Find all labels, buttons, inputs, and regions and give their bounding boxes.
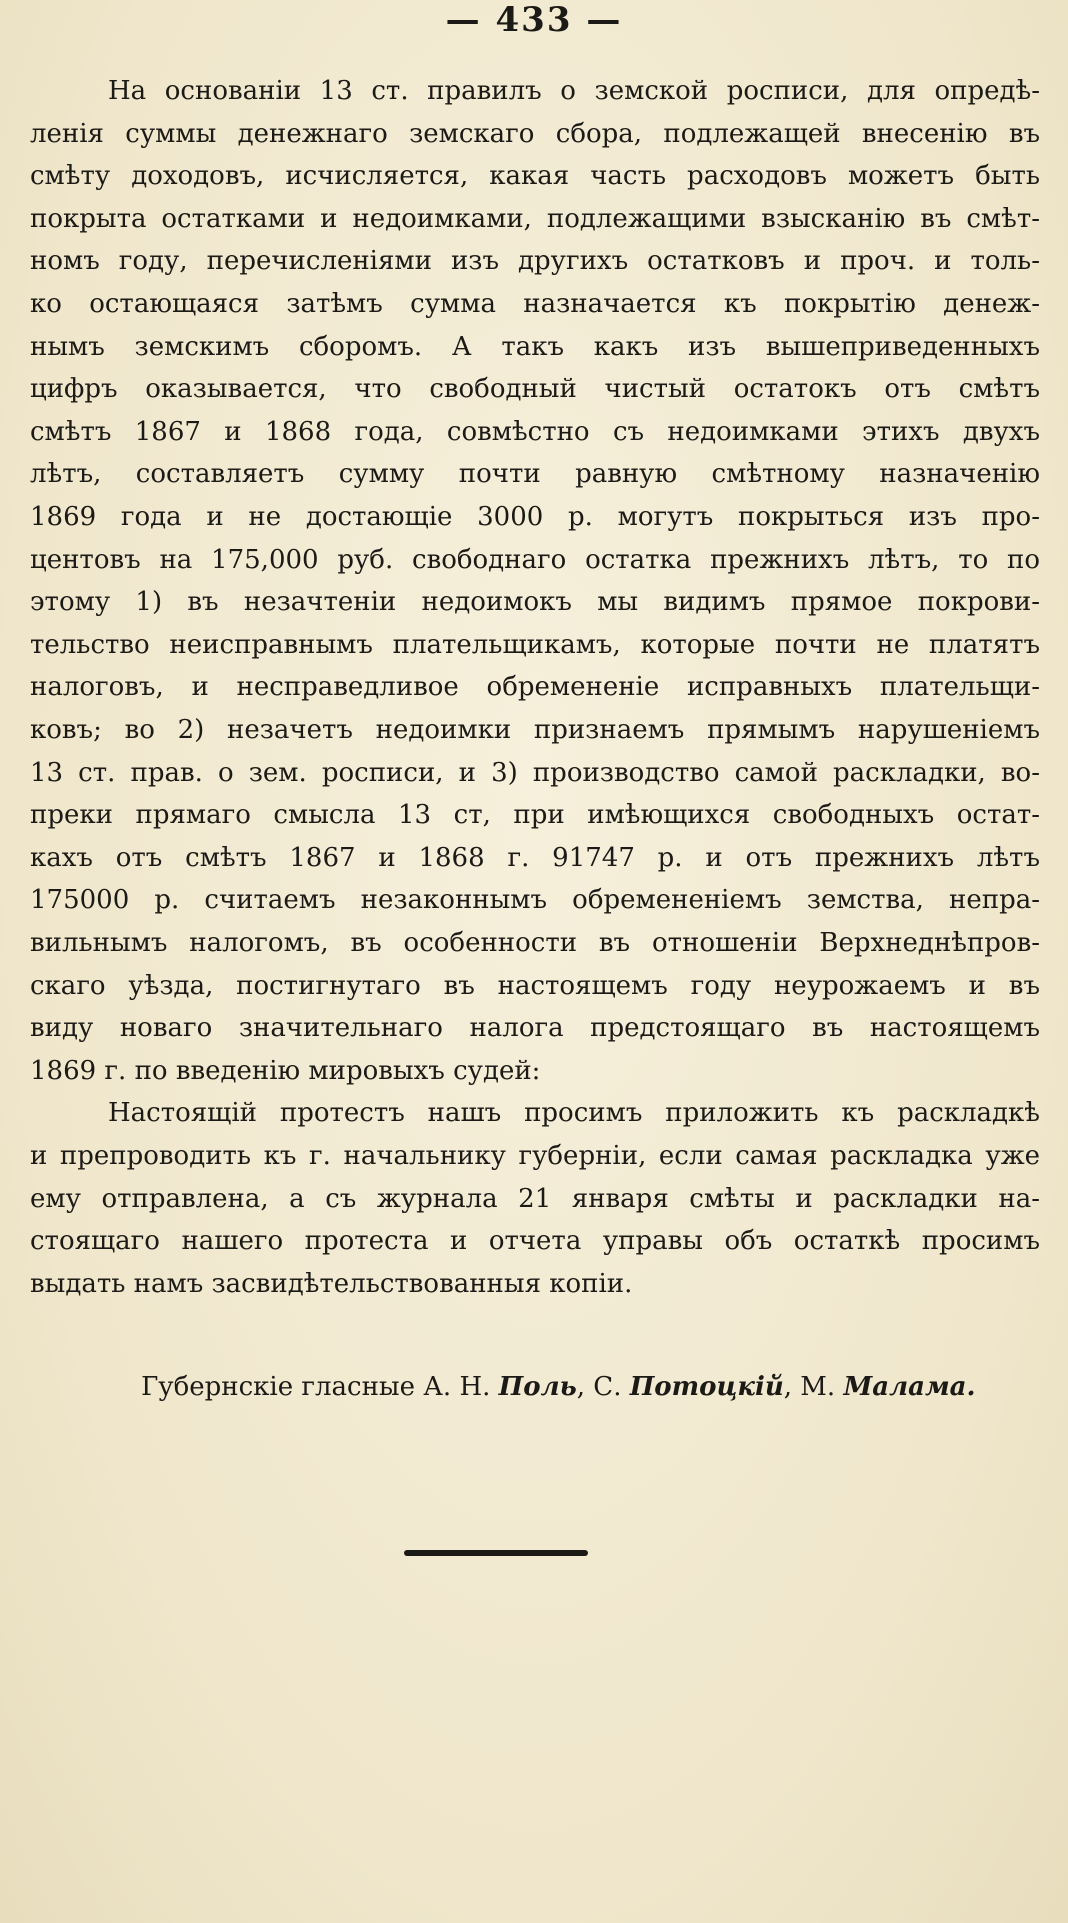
text-line: смѣту доходовъ, исчисляется, какая часть расходовъ можетъ быть <box>30 161 1040 192</box>
text-line: 13 ст. прав. о зем. росписи, и 3) производство самой раскладки, во- <box>30 757 1040 788</box>
signature-separator-1: , С. <box>576 1372 630 1402</box>
text-line: цифръ оказывается, что свободный чистый остатокъ отъ смѣтъ <box>30 374 1040 405</box>
text-line: номъ году, перечисленіями изъ другихъ остатковъ и проч. и толь- <box>30 246 1040 277</box>
text-line: скаго уѣзда, постигнутаго въ настоящемъ году неурожаемъ и въ <box>30 970 1040 1001</box>
page-number: — 433 — <box>445 0 623 40</box>
text-line: этому 1) въ незачтеніи недоимокъ мы видимъ прямое покрови- <box>30 587 1040 618</box>
text-line: стоящаго нашего протеста и отчета управы объ остаткѣ просимъ <box>30 1226 1040 1257</box>
text-line: нымъ земскимъ сборомъ. А такъ какъ изъ вышеприведенныхъ <box>30 331 1040 362</box>
text-line: 175000 р. считаемъ незаконнымъ обремененіемъ земства, непра- <box>30 885 1040 916</box>
text-line: выдать намъ засвидѣтельствованныя копіи. <box>30 1268 633 1299</box>
text-line: ему отправлена, а съ журнала 21 января смѣты и раскладки на- <box>30 1183 1040 1214</box>
text-line: покрыта остатками и недоимками, подлежащими взысканію въ смѣт- <box>30 203 1040 234</box>
text-line: смѣтъ 1867 и 1868 года, совмѣстно съ недоимками этихъ двухъ <box>30 416 1040 447</box>
text-line: преки прямаго смысла 13 ст, при имѣющихся свободныхъ остат- <box>30 800 1040 831</box>
text-line: ко остающаяся затѣмъ сумма назначается къ покрытію денеж- <box>30 289 1040 319</box>
signature-prefix: Губернскіе гласные А. Н. <box>141 1372 499 1402</box>
signature-name-pol: Поль <box>498 1372 577 1402</box>
signature-name-pototsky: Потоцкій <box>629 1372 784 1402</box>
text-line: центовъ на 175,000 руб. свободнаго остатка прежнихъ лѣтъ, то по <box>30 544 1040 575</box>
text-line: кахъ отъ смѣтъ 1867 и 1868 г. 91747 р. и отъ прежнихъ лѣтъ <box>30 842 1040 873</box>
text-line: и препроводить къ г. начальнику губерніи, если самая раскладка уже <box>30 1141 1040 1171</box>
text-line: На основаніи 13 ст. правилъ о земской росписи, для опредѣ- <box>108 76 1040 106</box>
text-line: вильнымъ налогомъ, въ особенности въ отношеніи Верхнеднѣпров- <box>30 928 1040 958</box>
end-divider <box>404 1550 588 1556</box>
signature-separator-2: , М. <box>783 1372 844 1402</box>
text-line: Настоящій протестъ нашъ просимъ приложить къ раскладкѣ <box>108 1098 1040 1129</box>
text-line: виду новаго значительнаго налога предстоящаго въ настоящемъ <box>30 1013 1040 1044</box>
signature-name-malama: Малама. <box>843 1372 976 1402</box>
text-line: ленія суммы денежнаго земскаго сбора, подлежащей внесенію въ <box>30 118 1040 149</box>
text-line: лѣтъ, составляетъ сумму почти равную смѣтному назначенію <box>30 459 1040 490</box>
text-line: налоговъ, и несправедливое обремененіе исправныхъ плательщи- <box>30 672 1040 703</box>
signature-line <box>108 1336 976 1438</box>
text-line: 1869 года и не достающіе 3000 р. могутъ покрыться изъ про- <box>30 502 1040 532</box>
text-line: ковъ; во 2) незачетъ недоимки признаемъ прямымъ нарушеніемъ <box>30 715 1040 745</box>
text-line: тельство неисправнымъ плательщикамъ, которые почти не платятъ <box>30 629 1040 660</box>
text-line: 1869 г. по введенію мировыхъ судей: <box>30 1055 541 1086</box>
